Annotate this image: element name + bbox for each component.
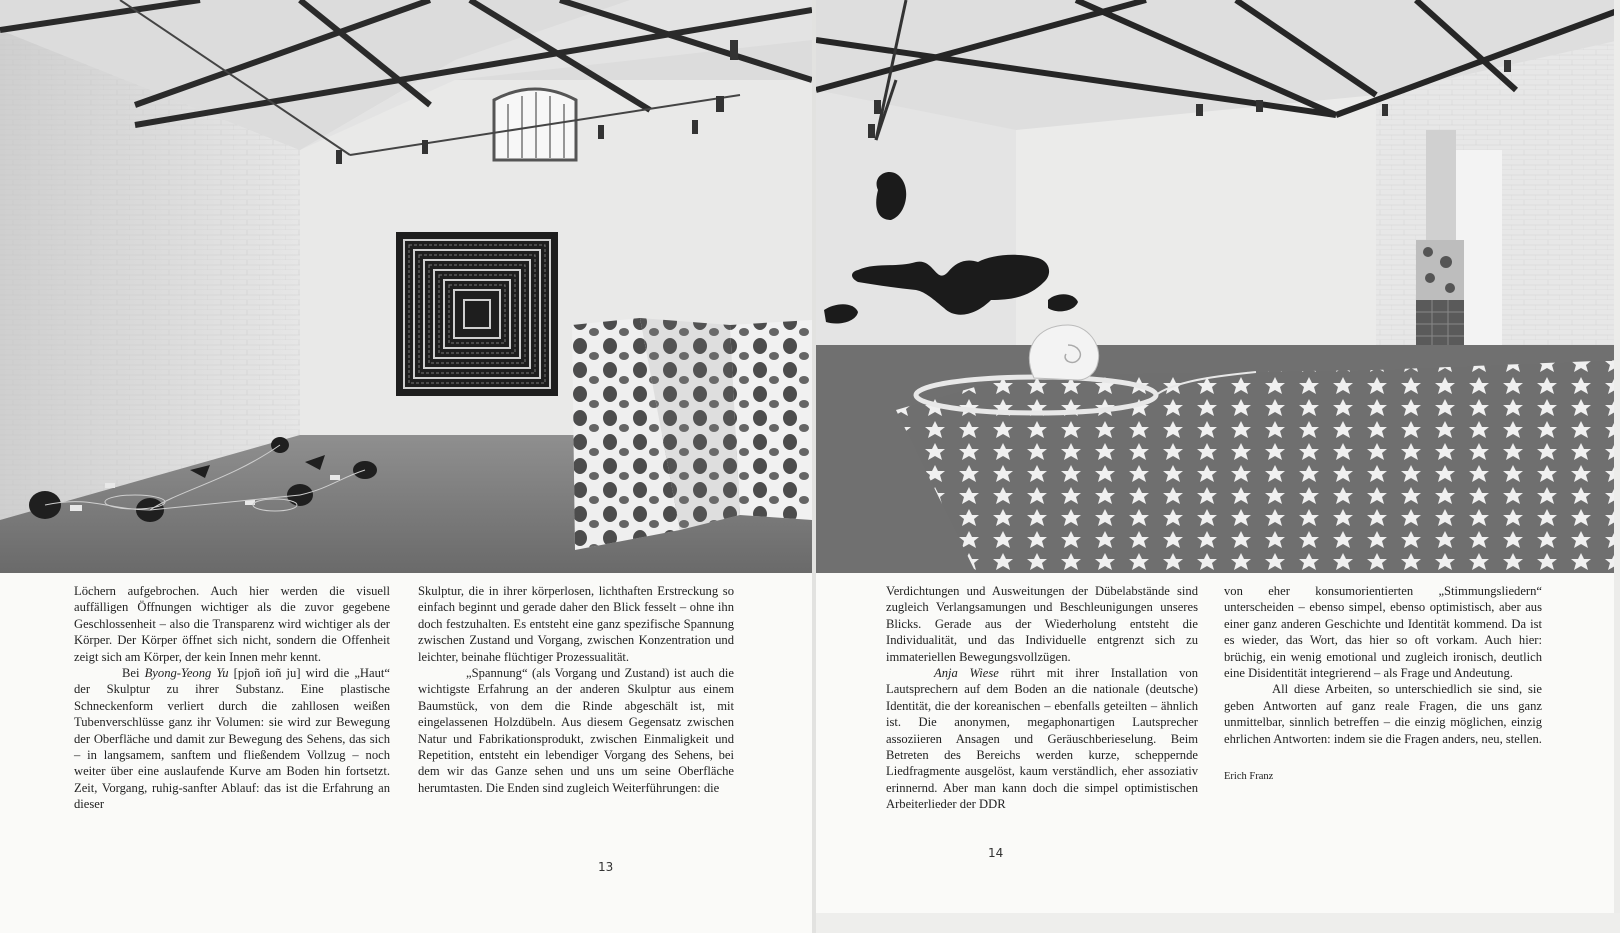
text-span: Bei	[122, 666, 145, 681]
author-signature: Erich Franz	[1224, 771, 1274, 783]
text-column-2	[418, 583, 734, 796]
paragraph	[74, 665, 390, 813]
paragraph: von eher konsumorientierten „Stimmungsliedern“ unterscheiden – ebenso simpel, ebenso optimistisch, aber aus einer ganz anderen Geschichte und Identität kommend. Da ist es wieder, das Wort, das hier so oft vorkam. Auch hier: brüchig, ein wenig emotional und zugleich ironisch, deutlich eine Disidentität integrierend – als Frage und Andeutung.	[1224, 584, 1542, 681]
page-number: 13	[598, 860, 614, 874]
paragraph: Löchern aufgebrochen. Auch hier werden die visuell auffälligen Öffnungen wichtiger als die zuvor gegebene Geschlossenheit – also die Transparenz wird wichtiger als der Körper. Der Körper öffnet sich nicht, sondern die Offenheit zeigt sich am Körper, der kein Innen mehr kennt.	[74, 584, 390, 664]
artist-name: Anja Wiese	[934, 666, 999, 681]
gallery-photo-right	[816, 0, 1620, 573]
paragraph: All diese Arbeiten, so unterschiedlich sie sind, sie geben Antworten auf ganz reale Fragen, die uns ganz unmittelbar, sinnlich betreffen – die einzig möglichen, einzig ehrlichen Antworten: indem sie die Fragen anders, neu, stellen.	[1224, 682, 1542, 746]
paragraph: Verdichtungen und Ausweitungen der Dübelabstände sind zugleich Verlangsamungen und Beschleunigungen unseres Blicks. Gerade aus der Wiederholung entsteht die Individualität, und das Individuelle entgrenzt sich zu immateriellen Bewegungsvollzügen.	[886, 584, 1198, 664]
text-span: [pjoñ ioñ ju] wird die „Haut“ der Skulptur zu ihrer Substanz. Eine plastische Schneckenform verliert durch die zahllosen weißen Tubenverschlüsse ganz ihr Volumen: sie wird zur Bewegung der Oberfläche und damit zur Bewegung des Sehens, das sich – in langsamem, sanftem und fließendem Vollzug – noch weiter über eine auslaufende Kurve am Boden hin fortsetzt. Zeit, Vorgang, ruhig-sanfter Ablauf: das ist die Erfahrung an dieser	[74, 666, 391, 812]
gallery-photo-left	[0, 0, 812, 573]
paragraph	[886, 665, 1198, 813]
page-number: 14	[988, 846, 1004, 860]
paragraph: „Spannung“ (als Vorgang und Zustand) ist auch die wichtigste Erfahrung an der anderen Skulptur aus einem Baumstück, von dem die Rinde abgeschält ist, mit eingelassenen Holzdübeln. Aus diesem Gegensatz zwischen Natur und Fabrikationsprodukt, zwischen Einmaligkeit und Repetition, entsteht ein lebendiger Vorgang des Sehens, bei dem wir das Ganze sehen und uns um seine Oberfläche herumtasten. Die Enden sind zugleich Weiterführungen: die	[418, 666, 734, 795]
artist-name: Byong-Yeong Yu	[144, 666, 229, 681]
paragraph: Skulptur, die in ihrer körperlosen, lichthaften Erstreckung so einfach beginnt und gerade daher den Blick fesselt – ohne ihn doch festzuhalten. Es entsteht eine ganz spezifische Spannung zwischen Zustand und Vorgang, zwischen Konzentration und leichter, beinahe flüchtiger Prozessualität.	[418, 584, 734, 664]
page-edge	[1614, 0, 1620, 933]
text-column-1	[74, 583, 390, 813]
text-column-2	[1224, 583, 1542, 785]
text-column-1	[886, 583, 1198, 813]
page-14	[816, 0, 1620, 933]
text-span: rührt mit ihrer Installation von Lautsprechern auf dem Boden an die nationale (deutsche) Identität, die der koreanischen – ebenfalls geteilten – ähnlich ist. Die anonymen, megaphonartigen Lautsprecher assoziieren Ansagen und Geräuschberieselung. Beim Betreten des Bereichs werden kurze, scheppernde Liedfragmente ausgelöst, kaum verständlich, eher assoziativ erinnernd. Aber man kann doch die simpel optimistischen Arbeiterlieder der DDR	[886, 666, 1199, 812]
scan-bottom-margin	[816, 913, 1620, 933]
